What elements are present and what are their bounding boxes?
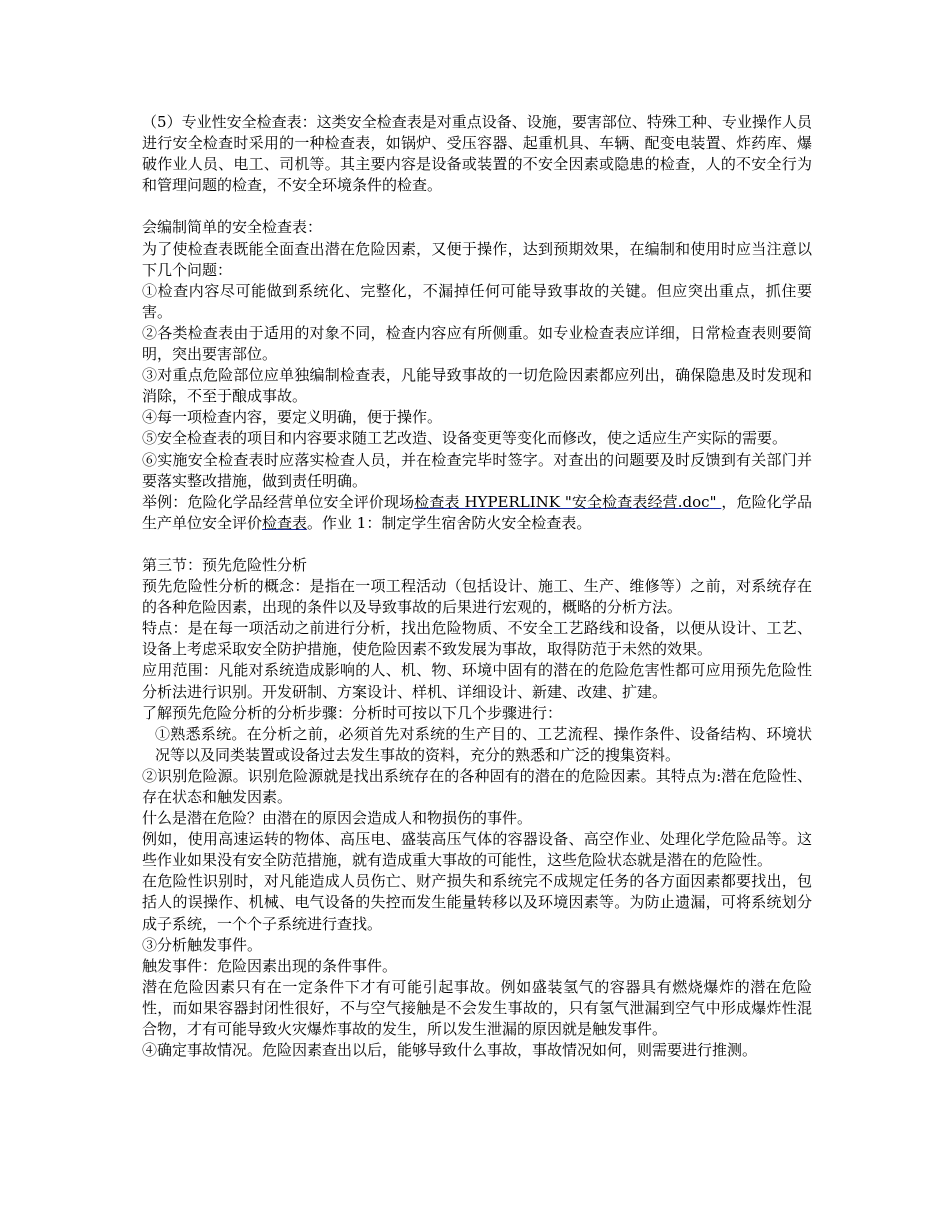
step-3: ③分析触发事件。: [142, 935, 263, 954]
section-heading-pha: 第三节：预先危险性分析: [142, 555, 308, 574]
example-text-3: 。作业 1：制定学生宿舍防火安全检查表。: [307, 513, 592, 532]
list-item-3: ③对重点危险部位应单独编制检查表，凡能导致事故的一切危险因素都应列出，确保隐患及时发现和消除，不至于酿成事故。: [142, 366, 812, 406]
example-text-2: ，危险化学品生产单位安全评价: [142, 492, 812, 532]
step-4: ④确定事故情况。危险因素查出以后，能够导致什么事故，事故情况如何，则需要进行推测。: [142, 1041, 758, 1060]
paragraph-trigger-example: 潜在危险因素只有在一定条件下才有可能引起事故。例如盛装氢气的容器具有燃烧爆炸的潜在危险性，而如果容器封闭性很好，不与空气接触是不会发生事故的，只有氢气泄漏到空气中形成爆炸性混合物，才有可能导致火灾爆炸事故的发生，所以发生泄漏的原因就是触发事件。: [142, 977, 812, 1039]
paragraph-pha-concept: 预先危险性分析的概念：是指在一项工程活动（包括设计、施工、生产、维修等）之前，对系统存在的各种危险因素，出现的条件以及导致事故的后果进行宏观的，概略的分析方法。: [142, 577, 812, 617]
step-1: ①熟悉系统。在分析之前，必须首先对系统的生产目的、工艺流程、操作条件、设备结构、环境状况等以及同类装置或设备过去发生事故的资料，充分的熟悉和广泛的搜集资料。: [155, 724, 812, 764]
paragraph-special-checklist: （5）专业性安全检查表：这类安全检查表是对重点设备、设施，要害部位、特殊工种、专业操作人员进行安全检查时采用的一种检查表，如锅炉、受压容器、起重机具、车辆、配变电装置、炸药库、爆破作业人员、电工、司机等。其主要内容是设备或装置的不安全因素或隐患的检查，人的不安全行为和管理问题的检查，不安全环境条件的检查。: [142, 113, 812, 195]
list-item-1: ①检查内容尽可能做到系统化、完整化，不漏掉任何可能导致事故的关键。但应突出重点，抓住要害。: [142, 281, 812, 321]
list-item-2: ②各类检查表由于适用的对象不同，检查内容应有所侧重。如专业检查表应详细，日常检查表则要简明，突出要害部位。: [142, 323, 812, 364]
blank-line: [142, 196, 812, 217]
paragraph-features: 特点：是在每一项活动之前进行分析，找出危险物质、不安全工艺路线和设备，以便从设计、工艺、设备上考虑采取安全防护措施，使危险因素不致发展为事故，取得防范于未然的效果。: [142, 619, 812, 659]
document-page: [142, 112, 812, 1061]
step-2: ②识别危险源。识别危险源就是找出系统存在的各种固有的潜在的危险因素。其特点为:潜在危险性、存在状态和触发因素。: [142, 766, 812, 806]
checklist-link[interactable]: 检查表: [262, 513, 308, 532]
paragraph-hazard-identification: 在危险性识别时，对凡能造成人员伤亡、财产损失和系统完不成规定任务的各方面因素都要找出，包括人的误操作、机械、电气设备的失控而发生能量转移以及环境因素等。为防止遗漏，可将系统划分成子系统，一个个子系统进行查找。: [142, 872, 812, 933]
list-item-4: ④每一项检查内容，要定义明确，便于操作。: [142, 408, 443, 427]
paragraph-steps-intro: 了解预先危险分析的分析步骤：分析时可按以下几个步骤进行：: [142, 703, 563, 722]
list-item-6: ⑥实施安全检查表时应落实检查人员，并在检查完毕时签字。对查出的问题要及时反馈到有关部门并要落实整改措施，做到责任明确。: [142, 450, 812, 490]
paragraph-trigger-definition: 触发事件：危险因素出现的条件事件。: [142, 956, 398, 975]
paragraph-intro-issues: 为了使检查表既能全面查出潜在危险因素，又便于操作，达到预期效果，在编制和使用时应当注意以下几个问题：: [142, 239, 812, 279]
section-heading-compile-checklist: 会编制简单的安全检查表：: [142, 218, 323, 237]
checklist-hyperlink[interactable]: 检查表 HYPERLINK "安全检查表经营.doc": [414, 492, 722, 511]
blank-line: [142, 534, 812, 555]
paragraph-scope: 应用范围：凡能对系统造成影响的人、机、物、环境中固有的潜在的危险危害性都可应用预先危险性分析法进行识别。开发研制、方案设计、样机、详细设计、新建、改建、扩建。: [142, 661, 812, 701]
paragraph-potential-hazard: 什么是潜在危险？由潜在的原因会造成人和物损伤的事件。: [142, 809, 533, 828]
paragraph-example: [142, 492, 812, 534]
example-text-1: 举例：危险化学品经营单位安全评价现场: [142, 492, 415, 511]
paragraph-example-hazard: 例如，使用高速运转的物体、高压电、盛装高压气体的容器设备、高空作业、处理化学危险品等。这些作业如果没有安全防范措施，就有造成重大事故的可能性，这些危险状态就是潜在的危险性。: [142, 830, 812, 870]
list-item-5: ⑤安全检查表的项目和内容要求随工艺改造、设备变更等变化而修改，使之适应生产实际的需要。: [142, 429, 788, 448]
